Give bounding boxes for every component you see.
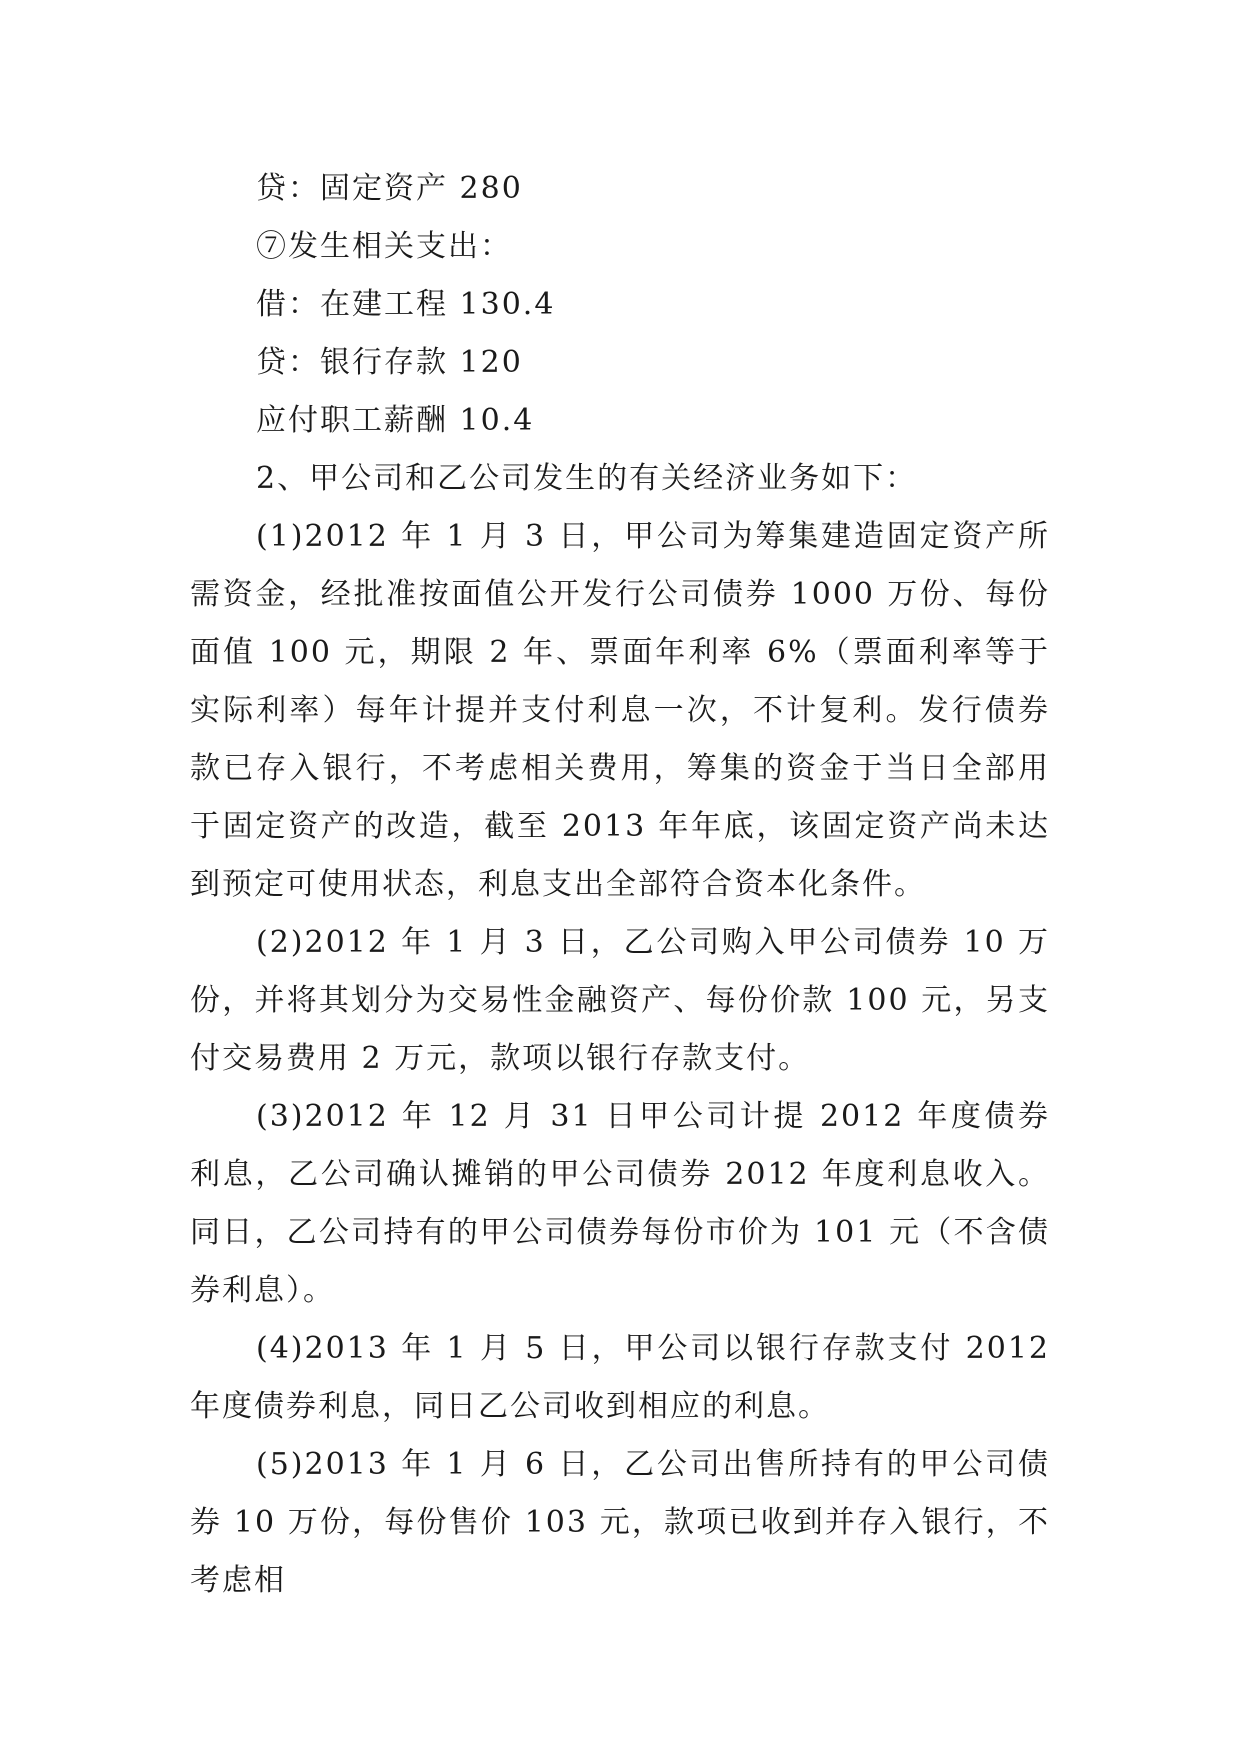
paragraph-item-4: (4)2013 年 1 月 5 日，甲公司以银行存款支付 2012 年度债券利息，同日乙公司收到相应的利息。 xyxy=(190,1331,1050,1424)
item-7-heading: ⑦发生相关支出： xyxy=(256,229,512,264)
question-2-heading: 2、甲公司和乙公司发生的有关经济业务如下： xyxy=(256,461,918,496)
paragraph-item-3: (3)2012 年 12 月 31 日甲公司计提 2012 年度债券利息，乙公司确认摊销的甲公司债券 2012 年度利息收入。同日，乙公司持有的甲公司债券每份市价为 101 元（不含债券利息）。 xyxy=(190,1099,1050,1308)
journal-credit-fixed-assets: 贷：固定资产 280 xyxy=(256,171,523,206)
journal-credit-bank-deposit: 贷：银行存款 120 xyxy=(256,345,523,380)
paragraph-item-2: (2)2012 年 1 月 3 日，乙公司购入甲公司债券 10 万份，并将其划分为交易性金融资产、每份价款 100 元，另支付交易费用 2 万元，款项以银行存款支付。 xyxy=(190,925,1050,1076)
paragraph-item-1: (1)2012 年 1 月 3 日，甲公司为筹集建造固定资产所需资金，经批准按面值公开发行公司债券 1000 万份、每份面值 100 元，期限 2 年、票面年利率 6%（票面利率等于实际利率）每年计提并支付利息一次，不计复利。发行债券款已存入银行，不考虑相关费用，筹集的资金于当日全部用于固定资产的改造，截至 2013 年年底，该固定资产尚未达到预定可使用状态，利息支出全部符合资本化条件。 xyxy=(190,519,1050,902)
document-body xyxy=(190,160,1050,1610)
journal-credit-payroll: 应付职工薪酬 10.4 xyxy=(256,403,535,438)
journal-debit-construction: 借：在建工程 130.4 xyxy=(256,287,556,322)
paragraph-item-5: (5)2013 年 1 月 6 日，乙公司出售所持有的甲公司债券 10 万份，每份售价 103 元，款项已收到并存入银行，不考虑相 xyxy=(190,1447,1050,1598)
